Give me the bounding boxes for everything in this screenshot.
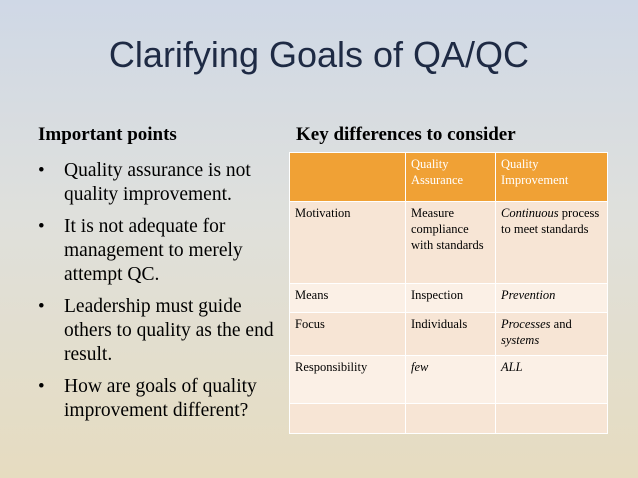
bullet-item <box>38 295 278 367</box>
qa-cell: Inspection <box>406 284 496 313</box>
qi-cell <box>496 313 608 356</box>
qi-emphasis: Continuous <box>501 206 559 220</box>
table-row <box>290 202 608 284</box>
bullet-text: How are goals of quality improvement different? <box>64 376 257 421</box>
differences-table <box>289 152 608 434</box>
qa-cell: Individuals <box>406 313 496 356</box>
bullet-text: It is not adequate for management to merely attempt QC. <box>64 216 243 285</box>
table-row <box>290 313 608 356</box>
bullet-text: Quality assurance is not quality improvement. <box>64 160 251 205</box>
qi-emphasis: Prevention <box>501 288 556 302</box>
bullet-list <box>38 159 278 431</box>
row-label <box>290 404 406 434</box>
bullet-dot-icon: • <box>38 160 45 181</box>
header-cell <box>290 153 406 202</box>
row-label: Responsibility <box>290 356 406 404</box>
slide-title: Clarifying Goals of QA/QC <box>108 34 530 75</box>
header-cell: Quality Improvement <box>496 153 608 202</box>
important-points-heading: Important points <box>38 124 177 145</box>
qi-rest: process to meet standards <box>501 206 600 236</box>
bullet-dot-icon: • <box>38 296 45 317</box>
qi-cell <box>496 404 608 434</box>
qi-rest: and <box>550 317 572 331</box>
table-row <box>290 284 608 313</box>
bullet-dot-icon: • <box>38 376 45 397</box>
qi-cell <box>496 202 608 284</box>
row-label: Motivation <box>290 202 406 284</box>
bullet-item <box>38 159 278 207</box>
row-label: Focus <box>290 313 406 356</box>
qi-cell: ALL <box>496 356 608 404</box>
bullet-item <box>38 215 278 287</box>
bullet-text: Leadership must guide others to quality as the end result. <box>64 296 274 365</box>
qa-cell <box>406 404 496 434</box>
qa-cell: few <box>406 356 496 404</box>
qi-cell <box>496 284 608 313</box>
table-header-row <box>290 153 608 202</box>
header-cell: Quality Assurance <box>406 153 496 202</box>
qi-tail: systems <box>501 333 540 347</box>
bullet-dot-icon: • <box>38 216 45 237</box>
table-row <box>290 356 608 404</box>
key-differences-heading: Key differences to consider <box>296 124 516 145</box>
table-row <box>290 404 608 434</box>
qi-emphasis: Processes <box>501 317 551 331</box>
row-label: Means <box>290 284 406 313</box>
qa-cell: Measure compliance with standards <box>406 202 496 284</box>
bullet-item <box>38 375 278 423</box>
